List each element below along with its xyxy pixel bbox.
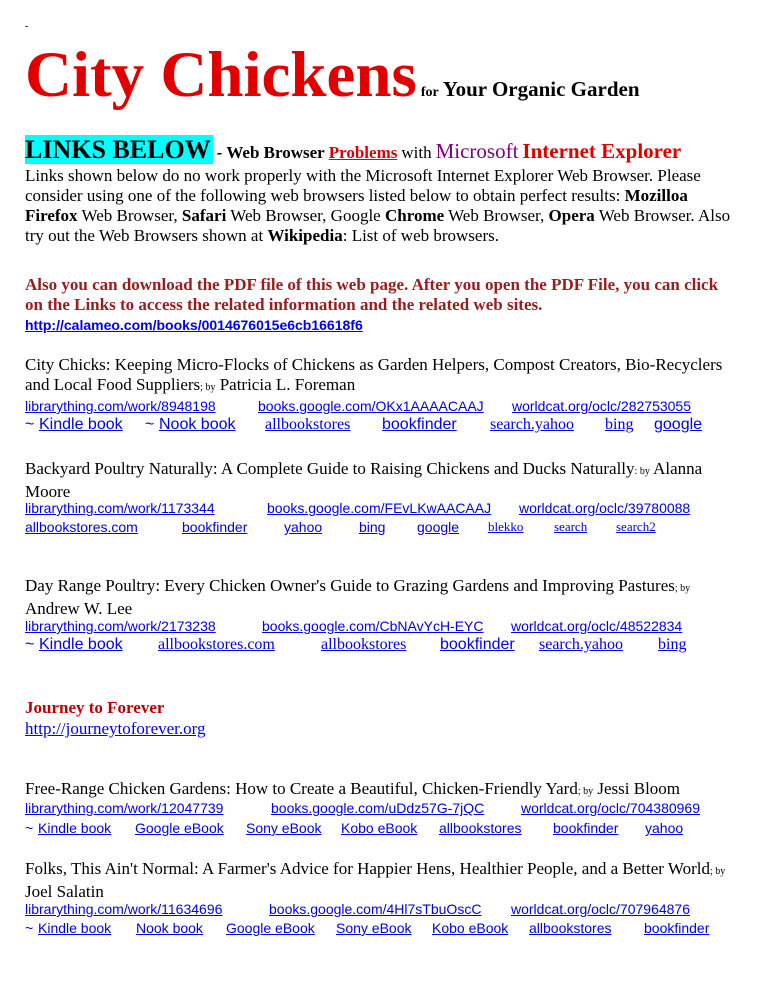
worldcat-link[interactable]: worldcat.org/oclc/48522834	[511, 618, 683, 634]
book-author: Jessi Bloom	[597, 779, 681, 798]
tilde: ~	[25, 920, 34, 936]
sony-ebook-link[interactable]: Sony eBook	[246, 820, 322, 836]
librarything-link[interactable]: librarything.com/work/8948198	[25, 398, 216, 414]
problems-link[interactable]: Problems	[328, 143, 398, 162]
google-books-link[interactable]: books.google.com/CbNAvYcH-EYC	[262, 618, 484, 634]
by-label: ; by	[577, 786, 594, 797]
wb2: Web Browser, Google	[230, 206, 381, 225]
bookfinder-link[interactable]: bookfinder	[382, 416, 457, 433]
worldcat-link[interactable]: worldcat.org/oclc/704380969	[521, 800, 701, 816]
yahoo-link[interactable]: yahoo	[645, 820, 684, 836]
google-books-link[interactable]: books.google.com/OKx1AAAACAAJ	[258, 398, 484, 414]
journey-link[interactable]: http://journeytoforever.org	[25, 719, 206, 738]
by-label: ; by	[200, 382, 216, 393]
google-ebook-link[interactable]: Google eBook	[226, 920, 315, 936]
google-ebook-link[interactable]: Google eBook	[135, 820, 224, 836]
book-author: Andrew W. Lee	[25, 599, 133, 618]
yahoo-link[interactable]: search.yahoo	[490, 416, 574, 433]
bing-link[interactable]: bing	[605, 416, 634, 433]
book-title: Day Range Poultry: Every Chicken Owner's Guide to Grazing Gardens and Improving Pastures	[25, 576, 675, 595]
kindle-link[interactable]: Kindle book	[38, 920, 112, 936]
by-label: : by	[634, 466, 650, 477]
librarything-link[interactable]: librarything.com/work/2173238	[25, 618, 216, 634]
top-dash: -	[25, 21, 29, 32]
internet-explorer-label: Internet Explorer	[522, 139, 682, 163]
google-books-link[interactable]: books.google.com/4Hl7sTbuOscC	[269, 901, 482, 917]
librarything-link[interactable]: librarything.com/work/11634696	[25, 901, 223, 917]
by-label: ; by	[674, 583, 691, 594]
kindle-link[interactable]: Kindle book	[38, 820, 112, 836]
title-for: for	[420, 85, 439, 100]
bing-link[interactable]: bing	[658, 636, 687, 653]
book-entry-2	[25, 459, 740, 502]
book-title: Folks, This Ain't Normal: A Farmer's Advice for Happier Hens, Healthier People, and a Better World	[25, 859, 710, 878]
book-entry-1	[25, 355, 740, 398]
google-books-link[interactable]: books.google.com/uDdz57G-7jQC	[271, 800, 485, 816]
google-link[interactable]: google	[654, 416, 703, 433]
kobo-ebook-link[interactable]: Kobo eBook	[432, 920, 509, 936]
pdf-notice-text: Also you can download the PDF file of this web page. After you open the PDF File, you can click on the Links to access the related information and the related web sites.	[25, 275, 719, 314]
web-browser-label: Web Browser	[226, 143, 325, 162]
nook-link[interactable]: Nook book	[136, 920, 203, 936]
book-title: Free-Range Chicken Gardens: How to Create a Beautiful, Chicken-Friendly Yard	[25, 779, 578, 798]
search2-link[interactable]: search2	[616, 519, 656, 534]
allbookstores-link[interactable]: allbookstores	[439, 820, 522, 836]
browser-notice-text	[25, 166, 740, 246]
chrome-label: Chrome	[384, 206, 445, 225]
worldcat-link[interactable]: worldcat.org/oclc/39780088	[519, 500, 691, 516]
microsoft-label: Microsoft	[435, 139, 519, 163]
bookfinder-link[interactable]: bookfinder	[553, 820, 619, 836]
page-subtitle: Your Organic Garden	[442, 77, 640, 101]
book-entry-3	[25, 576, 740, 619]
wb5: : List of web browsers.	[342, 226, 499, 245]
book-author: Patricia L. Foreman	[219, 375, 356, 394]
blekko-link[interactable]: blekko	[488, 519, 524, 534]
wb1: Web Browser,	[81, 206, 178, 225]
firefox-label: Mozilloa Firefox	[25, 186, 688, 225]
browser-warning-heading	[25, 135, 681, 165]
bookfinder-link[interactable]: bookfinder	[644, 920, 710, 936]
worldcat-link[interactable]: worldcat.org/oclc/282753055	[512, 398, 692, 414]
page-title-row	[25, 40, 640, 110]
librarything-link[interactable]: librarything.com/work/12047739	[25, 800, 224, 816]
wb3: Web Browser,	[448, 206, 545, 225]
allbookstores-link[interactable]: allbookstores	[529, 920, 612, 936]
safari-label: Safari	[181, 206, 227, 225]
bookfinder-link[interactable]: bookfinder	[440, 636, 515, 653]
bookfinder-link[interactable]: bookfinder	[182, 519, 248, 535]
book-entry-5	[25, 859, 740, 902]
kindle-link[interactable]: Kindle book	[39, 636, 123, 653]
tilde: ~	[145, 416, 155, 433]
wikipedia-label: Wikipedia	[267, 226, 343, 245]
google-link[interactable]: google	[417, 519, 460, 535]
allbookstores-link[interactable]: allbookstores	[265, 416, 351, 433]
yahoo-link[interactable]: yahoo	[284, 519, 323, 535]
wb4: Web Browser. Also try out the Web Browsers shown at	[25, 206, 731, 245]
by-label: ; by	[709, 866, 726, 877]
page-title: City Chickens	[25, 39, 417, 111]
with-label: with	[401, 143, 432, 162]
kindle-link[interactable]: Kindle book	[39, 416, 123, 433]
allbookstores-link[interactable]: allbookstores.com	[158, 636, 275, 653]
bing-link[interactable]: bing	[359, 519, 386, 535]
book-author: Joel Salatin	[25, 882, 104, 901]
allbookstores-link[interactable]: allbookstores.com	[25, 519, 138, 535]
tilde: ~	[25, 416, 35, 433]
links-below-label: LINKS BELOW	[25, 135, 211, 164]
worldcat-link[interactable]: worldcat.org/oclc/707964876	[511, 901, 691, 917]
nook-link[interactable]: Nook book	[159, 416, 236, 433]
notice-text: Links shown below do no work properly with the Microsoft Internet Explorer Web Browser. Please consider using one of the following web browsers listed below to obtain perfect results:	[25, 166, 701, 205]
dash: -	[216, 143, 223, 162]
tilde: ~	[25, 820, 34, 836]
yahoo-link[interactable]: search.yahoo	[539, 636, 623, 653]
sony-ebook-link[interactable]: Sony eBook	[336, 920, 412, 936]
book-title: City Chicks: Keeping Micro-Flocks of Chickens as Garden Helpers, Compost Creators, Bio-Recyclers and Local Food Suppliers	[25, 355, 723, 394]
kobo-ebook-link[interactable]: Kobo eBook	[341, 820, 418, 836]
book-title: Backyard Poultry Naturally: A Complete Guide to Raising Chickens and Ducks Naturally	[25, 459, 635, 478]
google-books-link[interactable]: books.google.com/FEvLKwAACAAJ	[267, 500, 492, 516]
librarything-link[interactable]: librarything.com/work/1173344	[25, 500, 215, 516]
allbookstores-link-2[interactable]: allbookstores	[321, 636, 407, 653]
search-link[interactable]: search	[554, 519, 588, 534]
journey-title: Journey to Forever	[25, 698, 165, 717]
book-author: Alanna Moore	[25, 459, 703, 501]
tilde: ~	[25, 636, 35, 653]
pdf-link[interactable]: http://calameo.com/books/0014676015e6cb16618f6	[25, 317, 363, 333]
opera-label: Opera	[548, 206, 595, 225]
